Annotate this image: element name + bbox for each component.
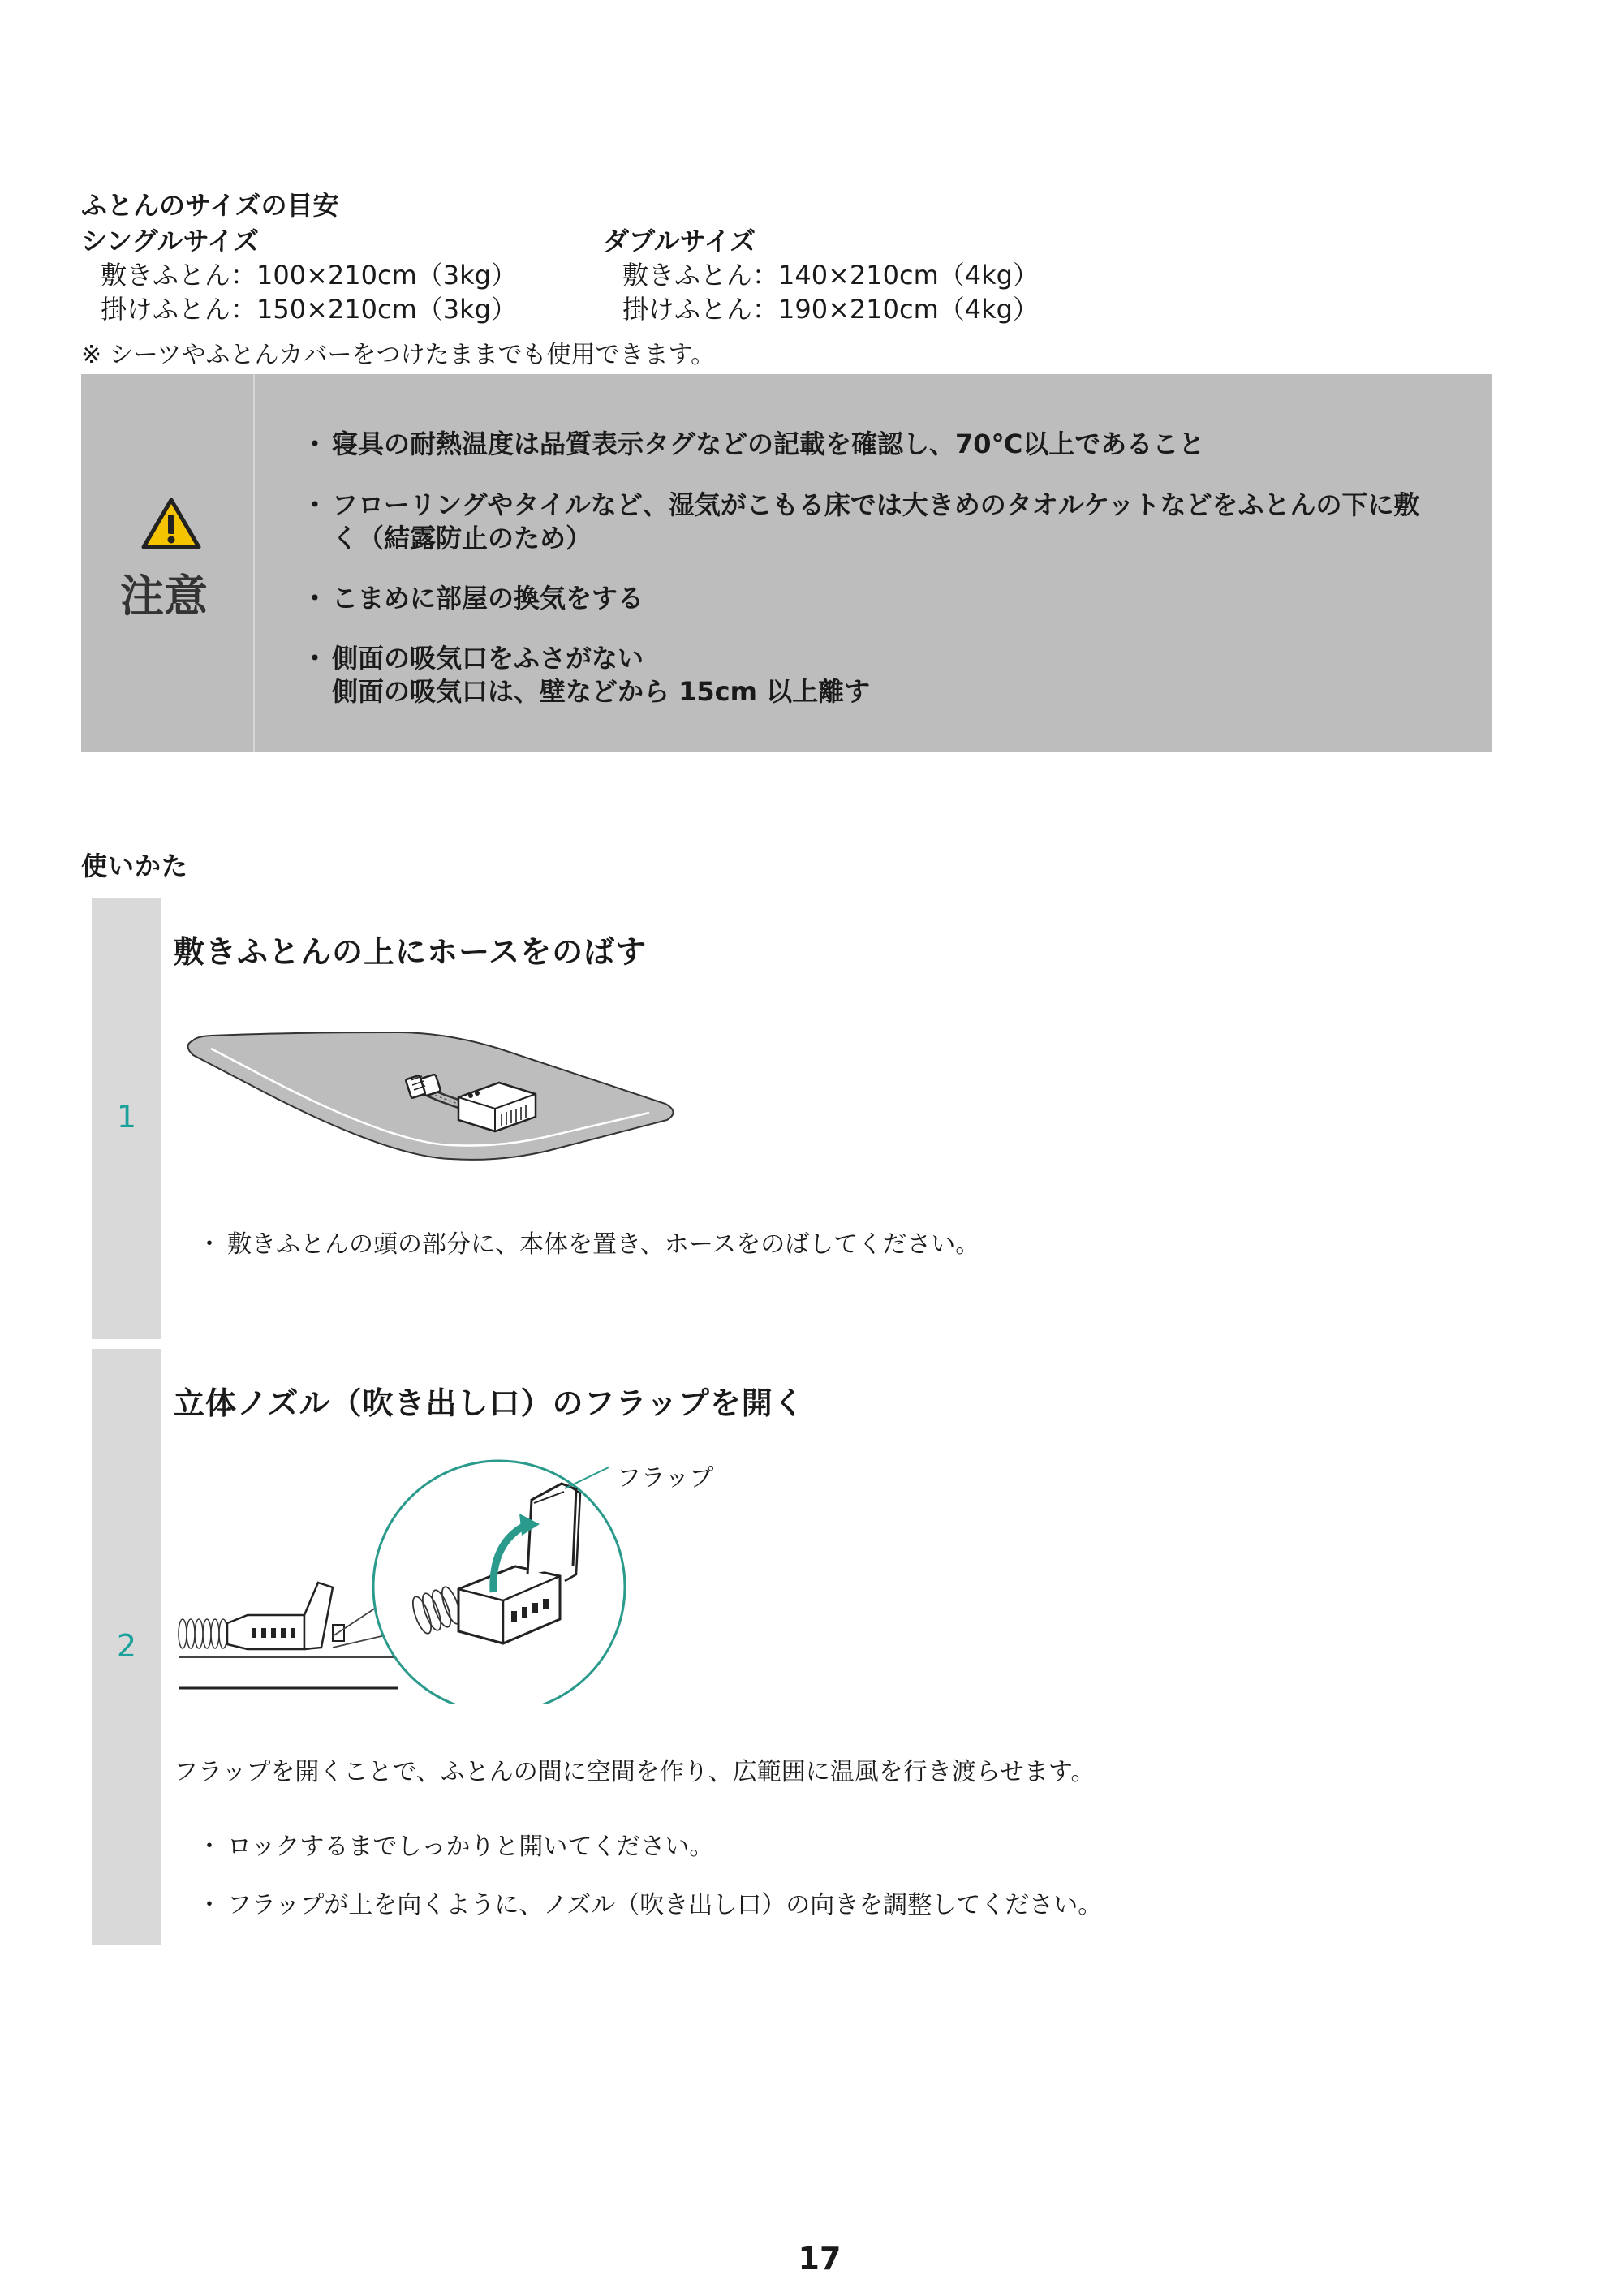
caution-item-intake-line1: 側面の吸気口をふさがない [332, 643, 644, 674]
caution-bullet-dot: ・ [302, 643, 329, 674]
single-kake-size: 掛けふとん：150×210cm（3kg） [101, 294, 517, 325]
step-1-number: 1 [116, 1099, 137, 1135]
single-shiki-size: 敷きふとん：100×210cm（3kg） [101, 260, 517, 291]
caution-item-floor-line1: フローリングやタイルなど、湿気がこもる床では大きめのタオルケットなどをふとんの下に敷 [332, 489, 1420, 520]
step-2-title: 立体ノズル（吹き出し口）のフラップを開く [174, 1385, 805, 1421]
size-guide-title: ふとんのサイズの目安 [81, 190, 339, 221]
step-2-description: フラップを開くことで、ふとんの間に空間を作り、広範囲に温風を行き渡らせます。 [174, 1758, 1096, 1786]
step-1-bullet-dot: ・ [197, 1230, 222, 1259]
futon-with-heater-illustration [179, 998, 686, 1169]
caution-item-ventilation: こまめに部屋の換気をする [332, 583, 644, 614]
caution-bullet-dot: ・ [302, 429, 329, 459]
flap-callout: フラップ [617, 1464, 714, 1493]
step-1-bullet: 敷きふとんの頭の部分に、本体を置き、ホースをのばしてください。 [227, 1230, 980, 1259]
caution-item-floor-line2: く（結露防止のため） [332, 523, 592, 554]
warning-triangle-icon [141, 497, 201, 550]
caution-bullet-dot: ・ [302, 583, 329, 614]
step-2-bullet-dot: ・ [197, 1833, 222, 1861]
page-number: 17 [798, 2241, 842, 2277]
step-2-bullet-direction: フラップが上を向くように、ノズル（吹き出し口）の向きを調整してください。 [227, 1891, 1103, 1919]
double-size-heading: ダブルサイズ [603, 226, 756, 256]
step-1-title: 敷きふとんの上にホースをのばす [174, 934, 648, 970]
caution-divider [253, 374, 255, 752]
usage-heading: 使いかた [81, 851, 189, 881]
double-shiki-size: 敷きふとん：140×210cm（4kg） [622, 260, 1039, 291]
double-kake-size: 掛けふとん：190×210cm（4kg） [622, 294, 1039, 325]
caution-bullet-dot: ・ [302, 489, 329, 520]
cover-note: ※ シーツやふとんカバーをつけたままでも使用できます。 [81, 341, 716, 369]
caution-item-heat-resistance: 寝具の耐熱温度は品質表示タグなどの記載を確認し、70℃以上であること [332, 429, 1205, 459]
caution-label: 注意 [120, 571, 208, 622]
single-size-heading: シングルサイズ [81, 226, 260, 256]
step-2-number: 2 [116, 1628, 137, 1664]
step-2-bullet-dot: ・ [197, 1891, 222, 1919]
step-2-bullet-lock: ロックするまでしっかりと開いてください。 [227, 1833, 714, 1861]
caution-item-intake-line2: 側面の吸気口は、壁などから 15cm 以上離す [332, 676, 871, 707]
